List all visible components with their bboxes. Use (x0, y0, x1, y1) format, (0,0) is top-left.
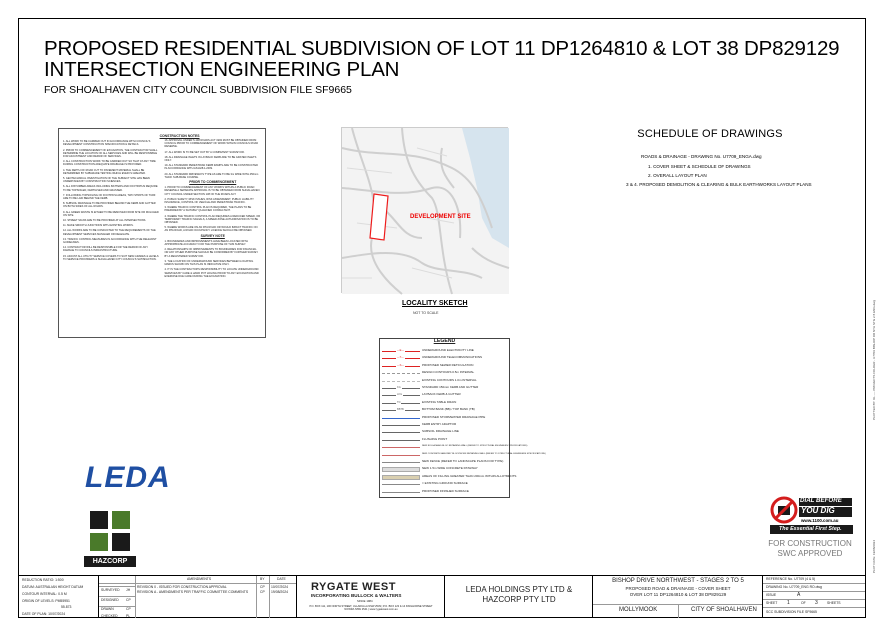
legend-symbol (382, 425, 420, 426)
council: CITY OF SHOALHAVEN (691, 607, 757, 613)
legend-item (382, 371, 509, 376)
construction-note: 7. FOLLOWING TOPSOILING OF FOOTPATH AREAS, TWO STRIPS OF TURF ARE TO BE LAID BEHIND THE KERB. (63, 193, 156, 201)
surveyor-name: RYGATE WEST (311, 581, 396, 593)
notes-subheading: PRIOR TO COMMENCEMENT (189, 180, 237, 185)
construction-note: 3. WHERE TRAFFIC CONTROL PLAN IS REQUIRED, THE PLANS TO BE PREPARED BY A SUITABLY QUALIFIED CONSULTANT. (164, 206, 252, 213)
construction-note: 16. APPROVAL UNDER S.138 ROADS ACT 1993 MUST BE OBTAINED FROM COUNCIL PRIOR TO COMMENCEMENT OF WORK WITHIN COUNCILS ROAD RESERVE. (164, 139, 259, 149)
legend-symbol (382, 400, 420, 404)
legend-text: PROPOSED SEWER RETICULATION (422, 362, 474, 367)
status-for-construction: FOR CONSTRUCTION (768, 539, 852, 548)
role-value: CP (126, 607, 131, 611)
client-line-1: LEDA HOLDINGS PTY LTD & (465, 585, 573, 594)
legend-item (382, 364, 509, 369)
client-name (445, 585, 593, 605)
titleblock-surveyor (296, 575, 444, 618)
legend-item (382, 401, 509, 406)
reference-number: REFERENCE No. U7709 (4 & 5) (766, 577, 816, 581)
role-value: CP (126, 598, 131, 602)
legend-item (382, 408, 509, 413)
legend-symbol (382, 395, 420, 396)
construction-note: 5. WHERE WORKS ARE ON AN RTA ROAD OR WOULD IMPACT TRAFFIC ON AN RTA ROAD, A ROAD OCCUPANCY LICENCE SHOULD BE OBTAINED. (164, 226, 258, 233)
legend-item (382, 473, 517, 480)
client-line-2: HAZCORP PTY LTD (482, 595, 556, 604)
side-plot-text: PLOTTED BY: KL ---- PROJECTS FOLDER - U7709 BISHOP DR NTH STG 2-5 ENG.dwg (872, 300, 876, 421)
construction-note: 13. TRAFFIC CONTROL MEASURES IN ACCORDANCE WITH THE RELEVANT GUIDELINES. (63, 237, 157, 245)
legend-symbol (382, 462, 420, 463)
schedule-of-drawings (600, 128, 820, 140)
legend-symbol (382, 358, 420, 359)
legend-text: STANDARD 150mm KERB AND GUTTER (422, 385, 479, 389)
amendment-date: 10/07/2024 (271, 585, 288, 589)
construction-note: 1. PRIOR TO COMMENCEMENT OF ANY WORKS WITHIN A PUBLIC ROAD RESERVE A SEPARATE APPROVAL IS TO BE OBTAINED FROM SHOALHAVEN CITY COUNCIL UNDER SECTION 138 OF THE ROADS ACT. (164, 186, 260, 196)
title-line-1: PROPOSED RESIDENTIAL SUBDIVISION OF LOT 11 DP1264810 & LOT 38 DP829129 (44, 37, 840, 60)
legend-text: NEW CONCRETE MASONRY BLOCKWORK RETAINING WALL (REFER TO STRUCTURAL ENGINEERS SPECIFICATIONS) (422, 452, 546, 455)
locality: MOLLYMOOK (619, 607, 658, 613)
construction-note: 18. ALL DRAINAGE INLETS IN LAYBACK KERB ARE TO BE GRATED INLETS ONLY. (164, 155, 257, 163)
origin-value: 55.873 (61, 605, 72, 609)
legend-symbol (382, 418, 420, 419)
legend-symbol (382, 432, 420, 433)
date-header: DATE (277, 577, 286, 581)
legend-text: AREAS OF FILLING GREATER THAN 200mm WITHIN ALLOTMENTS (422, 473, 517, 478)
construction-note: 4. IT IS THE CONTRACTOR'S RESPONSIBILITY TO LOCATE UNDERGROUND SERVICES BY CARE & HAND POT HOLING PRIOR TO ANY EXCAVATION AND EXERCISE DUE CARE DURING THE EXCAVATION. (164, 268, 259, 278)
titleblock-amendments (98, 575, 296, 618)
status-stamp (760, 539, 860, 559)
legend-text: = EXISTING GROUND SURFACE (422, 481, 468, 486)
legend-item (382, 356, 509, 361)
titleblock-project (592, 575, 762, 618)
dbyd-url: www.1100.com.au (801, 518, 839, 523)
legend-item (382, 445, 528, 450)
locality-scale: NOT TO SCALE (413, 311, 439, 315)
surveyor-address: P.O. BOX 111, 100 NORTH STREET, ULLADULLA NSW 2539 | P.O. BOX 123 & 14 KINGHORNE STREET NOWRA NSW 2541 | www.rygatewest.com.au (309, 605, 433, 612)
contour-interval: CONTOUR INTERVAL: 0.5 M (22, 592, 67, 596)
legend-text: SUBSOIL DRAINAGE LINE (422, 429, 459, 434)
issue-label: ISSUE (766, 593, 777, 597)
title-line-2: INTERSECTION ENGINEERING PLAN (44, 58, 400, 81)
legend-text: KERB ENTRY ADAPTOR (422, 422, 457, 426)
hazcorp-logo-text: HAZCORP (84, 556, 136, 567)
status-swc-approved: SWC APPROVED (777, 549, 843, 558)
legend-item (382, 460, 509, 465)
notes-heading: CONSTRUCTION NOTES (159, 134, 200, 138)
construction-note: 14. CONTRACTOR WILL BE RESPONSIBLE FOR THE REPAIR OF ANY DAMAGE TO COUNCILS INFRASTRUCTURE. (63, 246, 148, 253)
legend-symbol (382, 455, 420, 456)
role-value: JH (126, 588, 131, 592)
drawing-number: DRAWING No. U7709_ENG RO.dwg (766, 585, 822, 589)
legend-item (382, 386, 509, 391)
sheets-value: 3 (815, 600, 818, 606)
project-sub-2: OVER LOT 11 DP1264810 & LOT 38 DP829129 (629, 592, 727, 597)
construction-note: 17. ALL WORK IS TO BE SET OUT BY A COMPETENT SURVEYOR. (164, 150, 245, 154)
role-value: PL (126, 614, 131, 618)
legend-symbol (382, 388, 420, 389)
legend-item (382, 423, 509, 428)
legend-symbol-code: KG (397, 386, 401, 389)
legend-symbol (382, 381, 420, 382)
role-label: DRAWN (101, 607, 114, 611)
schedule-heading: SCHEDULE OF DRAWINGS (637, 128, 783, 140)
legend-text: NEW FENCE (REFER TO LANDSCAPE PLANS FOR TYPE) (422, 459, 504, 463)
schedule-line: 1. COVER SHEET & SCHEDULE OF DRAWINGS (648, 164, 751, 169)
legend-text: NEW 1.5m WIDE CONCRETE PATHWAY (422, 466, 478, 471)
legend-symbol-code: LKG (397, 393, 403, 397)
hazcorp-logo-icon (84, 505, 136, 555)
side-plot-date: PLOT DATE: 19/08/2024 (872, 540, 876, 574)
schedule-line: 3 & 4. PROPOSED DEMOLITION & CLEARING & BULK EARTHWORKS LAYOUT PLANS (626, 182, 812, 187)
legend-item (382, 416, 509, 421)
construction-note: 19. ALL STANDARD PEDESTRIAN KERB RAMPS ARE TO BE CONSTRUCTED IN ACCORDANCE WITH AS1428.1-2009. (164, 164, 258, 171)
legend-text: EXISTING TABLE DRAIN (422, 399, 457, 404)
sheet-label: SHEET (766, 601, 778, 605)
construction-note: 8. SUBSOIL DRAINAGE TO BE PROVIDED BEHIND THE KERB AND GUTTER ON BOTH SIDES OF ALL ROADS. (63, 202, 156, 209)
legend-text: UNDERGROUND TELECOMMUNICATIONS (422, 355, 483, 360)
legend-text: FLUSHING POINT (422, 436, 448, 441)
sheet-value: 1 (787, 600, 790, 606)
construction-note: 3. THE LOCATION OF UNDERGROUND SERVICES BETWEEN LOCATING MARKS SHOWN ON THIS PLAN IS INDICATIVE ONLY. (164, 259, 254, 267)
construction-note: 12. ALL WORKS ARE TO BE CONDUCTED TO THE REQUIREMENTS OF THE DEVELOPMENT SERVICES MANAGER OR DELEGATE. (63, 229, 156, 236)
legend-symbol (382, 447, 420, 448)
origin-of-levels: ORIGIN OF LEVELS: PM55951 (22, 599, 70, 603)
construction-note: 2. PUBLIC SAFETY, RISK ISSUES, RISK ASSESSMENT, PUBLIC LIABILITY INSURANCE, CONTROL OF VEHICLE AND PEDESTRIAN TRAFFIC. (164, 197, 254, 205)
legend-item (382, 467, 509, 472)
construction-note: 11. MAKE SMOOTH JUNCTIONS WITH EXISTING WORKS. (63, 224, 134, 228)
locality-caption: LOCALITY SKETCH (402, 300, 468, 307)
construction-note: 20. ALL STANDARD DRIVEWAYS TYPE AS ARE TO BE 3m WIDE WITH 450mm THICK SUB-BASE COURSE. (164, 172, 259, 179)
role-label: DESIGNED (101, 598, 119, 602)
legend-item (382, 482, 509, 487)
legend-text: NEW ROLLA MASS BLOC RETAINING WALL (REFER TO STRUCTURAL ENGINEERS SPECIFICATIONS) (422, 445, 528, 448)
legend-symbol (382, 484, 420, 485)
dbyd-tagline: The Essential First Step. (779, 526, 842, 532)
legend-symbol (382, 351, 420, 352)
datum: DATUM: AUSTRALIAN HEIGHT DATUM (22, 585, 84, 589)
legend-item (382, 349, 509, 354)
legend-symbol (382, 410, 420, 411)
construction-note: 2. PRIOR TO COMMENCEMENT OF EXCAVATION, THE CONTRACTOR SHALL DETERMINE THE LOCATION OF ALL SERVICES AND WILL BE RESPONSIBLE FOR ADJUSTMENT AND REPAIR OF SERVICES. (63, 148, 158, 159)
notes-subheading: SURVEY NOTE (200, 233, 225, 238)
reduction-ratio: REDUCTION RATIO: 1:500 (22, 578, 64, 582)
scc-subdivision-file: SCC SUBDIVISION FILE SF9665 (766, 610, 817, 614)
legend-item (382, 430, 509, 435)
legend-item (382, 393, 509, 398)
legend-symbol (382, 363, 420, 367)
legend-text: PROPOSED STORMWATER DRAINAGE PIPE (422, 414, 486, 419)
project-description (593, 586, 763, 598)
construction-note: 6. ALL DISTURBED AREAS INCLUDING BATTERS AND FOOTPATHS REQUIRE TO BE TOPSOILED, FERTILISED AND GRASSED. (63, 185, 158, 192)
legend-text: UNDERGROUND ELECTRICITY LINE (422, 348, 474, 352)
amendments-header: AMENDMENTS (187, 577, 212, 581)
legend-item (382, 490, 509, 495)
legend-text: PROPOSED FINISHED SURFACE (422, 488, 469, 493)
construction-note: 15. ADJUST ALL UTILITY SERVICE COVERS TO SUIT NEW GRADES & LEVELS TO SERVICE PROVIDERS & SHOALHAVEN CITY COUNCIL'S SATISFACTION. (63, 254, 159, 261)
plan-title (44, 38, 844, 80)
legend (379, 338, 546, 498)
legend-symbol (382, 467, 420, 472)
construction-note: 2. RELATIONSHIPS OF IMPROVEMENTS TO BOUNDARIES FOR FINANCIAL OR ANY OTHER PURPOSE SHOULD BE CONFIRMED BY FURTHER SURVEY BY A REGISTERED SURVEYOR. (164, 248, 259, 258)
surveyor-subtitle: INCORPORATING BULLOCK & WALTERS (311, 593, 402, 598)
construction-note: 1. BOUNDARIES AND IMPROVEMENTS HAVE BEEN LOCATED WITH APPROPRIATE ACCURACY FOR THE PURPOSE OF THIS SURVEY. (164, 239, 248, 247)
construction-notes (58, 128, 266, 338)
legend-text: LAYBACK KERB & GUTTER (422, 392, 461, 397)
date-of-plan: DATE OF PLAN: 10/07/2024 (22, 612, 66, 616)
titleblock-data (18, 575, 98, 618)
legend-item (382, 379, 509, 384)
legend-heading: LEGEND (433, 338, 456, 344)
legend-item (382, 452, 546, 458)
construction-note: 3. ALL CONSTRUCTION WORK TO BE CARRIED OUT SO THAT AT ANY TIME DURING CONSTRUCTION ADEQUATE DRAINAGE IS PROVIDED. (63, 160, 156, 167)
plan-subtitle: FOR SHOALHAVEN CITY COUNCIL SUBDIVISION FILE SF9665 (44, 84, 352, 96)
legend-text: BOTTOM BANK (BB) / TOP BANK (TB) (422, 407, 475, 412)
legend-symbol-code: BBTB (397, 408, 404, 412)
issue-value: A (797, 592, 801, 598)
legend-symbol (382, 440, 420, 441)
role-label: CHECKED (101, 614, 118, 618)
development-site-label: DEVELOPMENT SITE (410, 214, 471, 220)
construction-note: 1. ALL WORK TO BE CARRIED OUT IN ACCORDANCE WITH COUNCIL'S DEVELOPMENT CONSTRUCTION SPECIFICATION & DETAILS. (63, 140, 151, 147)
surveyor-since: SINCE 1984 (357, 599, 373, 603)
legend-item (382, 438, 509, 443)
legend-symbol (382, 475, 420, 480)
titleblock-reference (762, 575, 866, 618)
amendment-by: CP (260, 590, 265, 594)
dbyd-line-1: DIAL BEFORE (800, 497, 842, 504)
legend-symbol (382, 492, 420, 493)
sheets-label: SHEETS (827, 601, 841, 605)
role-label: SURVEYED (101, 588, 120, 592)
construction-note: 9. ALL GREEN WASTE IS EITHER TO BE REMOVED FROM SITE OR MULCHED ON SITE. (63, 210, 159, 217)
amendment-text: REVISION 0 - ISSUED FOR CONSTRUCTION APPROVAL (137, 585, 227, 589)
leda-logo: LEDA (85, 461, 171, 494)
project-name: BISHOP DRIVE NORTHWEST - STAGES 2 TO 5 (612, 578, 744, 584)
amendment-text: REVISION A - AMENDMENTS PER TRAFFIC COMMITTEE COMMENTS (137, 590, 249, 594)
legend-symbol-code: —T— (397, 356, 404, 360)
legend-text: EXISTING CONTOURS 1.0m INTERVAL (422, 377, 477, 382)
notes-left-column (63, 133, 200, 333)
legend-text: DESIGN CONTOURS 0.5m INTERVAL (422, 370, 475, 375)
dbyd-line-2: YOU DIG (801, 506, 835, 515)
construction-note: 5. GEOTECHNICAL INVESTIGATION OF THE SUBJECT SITE HAS BEEN UNDERTAKEN BY CONSTRUCTION SCIENCES. (63, 177, 150, 184)
locality-map-svg (342, 128, 509, 294)
legend-symbol-code: —E— (397, 349, 404, 352)
schedule-line: ROADS & DRAINAGE - DRAWING No. U7709_ENGA.dwg (641, 154, 762, 159)
schedule-line: 2. OVERALL LAYOUT PLAN (648, 173, 707, 178)
construction-note: 4. THE DEPTH OF ROAD CUT TO PAVEMENT MATERIAL SHALL BE DETERMINED BY SUBGRADE TESTING WHICH EVER IS GREATER. (63, 168, 146, 175)
project-sub-1: PROPOSED ROAD & DRAINAGE - COVER SHEET (625, 586, 731, 591)
by-header: BY (260, 577, 265, 581)
titleblock-client (444, 575, 592, 618)
construction-note: 10. STREET SIGNS ARE TO BE PROVIDED AT ALL INTERSECTIONS. (63, 219, 147, 223)
of-label: OF (801, 601, 806, 605)
amendment-by: CP (260, 585, 265, 589)
legend-symbol-code: TD (397, 400, 401, 404)
legend-symbol-code: —S— (397, 363, 404, 367)
notes-right-column (165, 133, 262, 333)
amendment-date: 19/08/2024 (271, 590, 288, 594)
legend-symbol (382, 373, 420, 374)
locality-map (341, 127, 508, 293)
construction-note: 4. WHERE THE TRAFFIC CONTROL PLAN REQUIRES A REDUCED SPEED, OR TEMPORARY TRAFFIC SIGNALS, A SPEED ZONE AUTHORISATION IS TO BE OBTAINED. (164, 214, 261, 225)
